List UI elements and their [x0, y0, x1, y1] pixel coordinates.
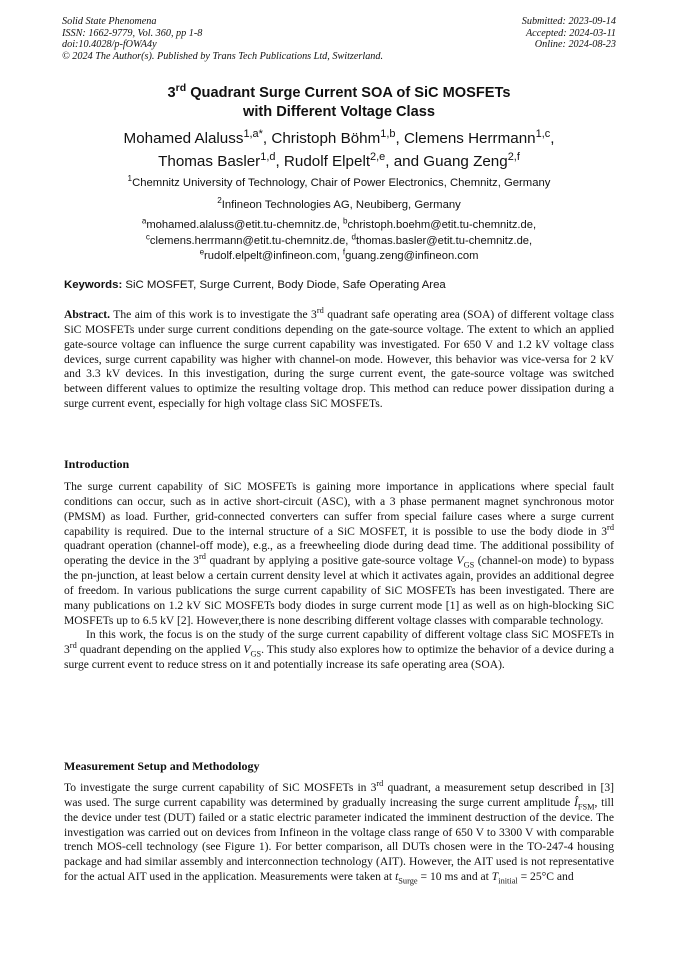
section-heading-introduction: Introduction: [64, 457, 130, 471]
affiliation-1: $^1$Chemnitz University of Technology, Chair of Power Electronics, Chemnitz, Germany: [127, 174, 551, 189]
keywords: Keywords: SiC MOSFET, Surge Current, Body Diode, Safe Operating Area: [64, 279, 446, 291]
section-heading-measurement: Measurement Setup and Methodology: [64, 759, 260, 773]
intro-paragraph-2: In this work, the focus is on the study of the surge current capability of different voltage class SiC MOSFETs in 3rd quadrant depending on the applied $V_{GS}$. This study also explores how to optimize the behavior of a device during a surge current event to reduce stress on it and potentially increase its safe operating area (SOA).: [64, 628, 614, 672]
author-list: Mohamed Alaluss$^{1,a*}$, Christoph Böhm$^{1,b}$, Clemens Herrmann$^{1,c}$, Thomas Basler$^{1,d}$, Rudolf Elpelt$^{2,e}$, and Guang Zeng$^{2,f}$: [123, 127, 555, 170]
author-name: Guang Zeng: [423, 153, 508, 170]
accepted-date: Accepted: 2024-03-11: [525, 27, 616, 39]
email-list: $^a$mohamed.alaluss@etit.tu-chemnitz.de, $^b$christoph.boehm@etit.tu-chemnitz.de, $^c$clemens.herrmann@etit.tu-chemnitz.de, $^d$thomas.basler@etit.tu-chemnitz.de, $^e$rudolf.elpelt@infineon.com, $^f$guang.zeng@infineon.com: [141, 216, 537, 262]
submitted-date: Submitted: 2023-09-14: [521, 16, 616, 27]
introduction-paragraphs: [64, 480, 614, 673]
abstract-paragraph: Abstract. The aim of this work is to investigate the 3rd quadrant safe operating area (SOA) of different voltage class SiC MOSFETs under surge current conditions depending on the gate-source voltage. The extent to which an applied gate-source voltage can influence the surge current capability was investigated. For 650 V and 1.2 kV voltage class devices, surge current capability was higher with channel-on mode. However, this behavior was vice-versa for 2 kV and 3.3 kV devices. In this investigation, during the surge current event, the gate-source voltage was switched between different values to optimize the resulting voltage drop. This method can reduce power dissipation during a surge current event, especially for high voltage class SiC MOSFETs.: [64, 306, 615, 411]
paper-title: 3rd Quadrant Surge Current SOA of SiC MOSFETs with Different Voltage Class: [167, 82, 511, 120]
measurement-paragraph: To investigate the surge current capability of SiC MOSFETs in 3rd quadrant, a measurement setup described in [3] was used. The surge current capability was determined by gradually increasing the surge current amplitude $Î_{FSM}$, till the device under test (DUT) failed or a static electric parameter indicated the imminent destruction of the device. The investigation was carried out on devices from Infineon in the voltage class range of 650 V to 3300 V with comparable trench MOS-cell technology (see Figure 1). For better comparison, all DUTs chosen were in the TO-247-4 housing package and had similar assembly and interconnection technology (AIT). However, the AIT used is not representative for the actual AIT used in the application. Measurements were taken at $t_{Surge} = 10$ ms and at $T_{initial} = 25^\circ C$ and: [64, 779, 615, 886]
email-link[interactable]: guang.zeng@infineon.com: [345, 250, 479, 262]
email-link[interactable]: christoph.boehm@etit.tu-chemnitz.de: [347, 219, 533, 231]
copyright-line: © 2024 The Author(s). Published by Trans Tech Publications Ltd, Switzerland.: [62, 50, 384, 62]
affiliation-2: $^2$Infineon Technologies AG, Neubiberg, Germany: [217, 196, 461, 211]
doi-line: doi:10.4028/p-fOWA4y: [62, 39, 157, 51]
abstract-label: Abstract.: [64, 308, 111, 321]
journal-header-left: [62, 16, 383, 62]
email-link[interactable]: mohamed.alaluss@etit.tu-chemnitz.de: [146, 219, 337, 231]
online-date: Online: 2024-08-23: [534, 39, 616, 51]
email-link[interactable]: clemens.herrmann@etit.tu-chemnitz.de: [149, 234, 346, 247]
author-name: Christoph Böhm: [271, 130, 381, 147]
intro-paragraph-1: The surge current capability of SiC MOSFETs is gaining more importance in applications where special fault conditions can occur, such as in active short-circuit (ASC), with a 3 phase permanent magnet synchronous motor (PMSM) as load. Further, grid-connected converters can suffer from special failure cases where a surge current capability is required. Due to the internal structure of a SiC MOSFET, it is possible to use the body diode in 3rd quadrant operation (channel-off mode), e.g., as a freewheeling diode during dead time. The additional possibility of operating the device in the 3rd quadrant by applying a positive gate-source voltage $V_{GS}$ (channel-on mode) to bypass the pn-junction, at least below a certain current density level at which it activates again, provides an additional degree of freedom. In various publications the surge current capability of SiC MOSFETs has been investigated. There are many publications on 1.2 kV SiC MOSFETs body diodes in surge current mode [1] as well as on high-blocking SiC MOSFETs up to 6.5 kV [2]. However,there is none describing different voltage classes with comparable technology.: [64, 480, 615, 627]
email-link[interactable]: thomas.basler@etit.tu-chemnitz.de: [356, 234, 530, 247]
author-name: Rudolf Elpelt: [283, 153, 371, 170]
author-name: Mohamed Alaluss: [123, 130, 244, 147]
email-link[interactable]: rudolf.elpelt@infineon.com: [204, 250, 337, 262]
author-name: Clemens Herrmann: [403, 130, 536, 147]
journal-name: Solid State Phenomena: [62, 16, 157, 27]
journal-header-right: [522, 16, 616, 51]
issn-line: ISSN: 1662-9779, Vol. 360, pp 1-8: [62, 27, 203, 39]
author-name: Thomas Basler: [158, 153, 261, 170]
